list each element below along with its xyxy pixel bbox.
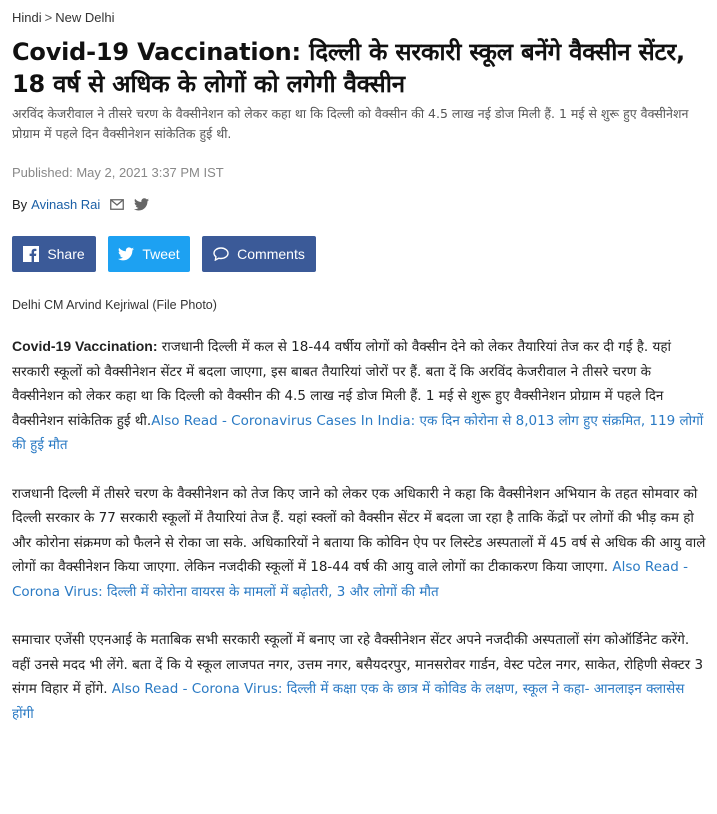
- share-bar: [12, 236, 706, 272]
- published-date: Published: May 2, 2021 3:37 PM IST: [12, 165, 224, 180]
- also-read-link-2[interactable]: Also Read - Corona Virus: दिल्ली में कोरोना वायरस के मामलों में बढ़ोतरी, 3 और लोगों की मौत: [12, 559, 688, 600]
- article-paragraph-3: [12, 628, 706, 726]
- paragraph-text: राजधानी दिल्ली में तीसरे चरण के वैक्सीनेशन को तेज किए जाने को लेकर एक अधिकारी ने कहा कि वैक्सीनेशन अभियान के तहत सोमवार को दिल्ली सरकार के 77 सरकारी स्कूलों में तैयारियां तेज हैं. यहां स्क्लों को वैक्सीन सेंटर में बदला जा रहा है ताकि केंद्रों पर लोगों की भीड़ कम हो और कोरोना संक्रमण को फैलने से रोका जा सके. अधिकारियों ने बताया कि कोविन ऐप पर लिस्टेड अस्पतालों में 45 वर्ष से अधिक की आयु वाले लोगों का वैक्सीनेशन किया जाएगा. लेकिन नजदीकी स्कूलों में 18-44 वर्ष की आयु वाले लोगों का टीकाकरण किया जाएगा.: [12, 485, 706, 575]
- paragraph-text: राजधानी दिल्ली में कल से 18-44 वर्षीय लोगों को वैक्सीन देने को लेकर तैयारियां तेज कर दी गई है. यहां सरकारी स्कूलों को वैक्सीनेशन सेंटर में बदला जाएगा, इस बाबत तैयारियां जोरों पर हैं. बता दें कि अरविंद केजरीवाल ने तीसरे चरण के वैक्सीनेशन को लेकर कहा था कि दिल्ली को वैक्सीन की 4.5 लाख नई डोज मिली हैं. 1 मई से शुरू हुए वैक्सीनेशन प्रोग्राम में पहले दिन वैक्सीनेशन सांकेतिक हुई थी.: [12, 339, 672, 429]
- paragraph-lead: Covid-19 Vaccination:: [12, 338, 158, 354]
- also-read-link-1[interactable]: Also Read - Coronavirus Cases In India: एक दिन कोरोना से 8,013 लोग हुए संक्रमित, 119 लोगों की हुई मौत: [12, 412, 704, 453]
- facebook-share-button[interactable]: [12, 236, 96, 272]
- byline-by-label: By: [12, 196, 28, 212]
- author-link[interactable]: Avinash Rai: [31, 196, 101, 212]
- twitter-icon[interactable]: [134, 198, 149, 211]
- facebook-icon: [23, 246, 39, 262]
- comments-button[interactable]: [202, 236, 316, 272]
- byline: [12, 194, 706, 214]
- comments-label: Comments: [237, 246, 305, 262]
- mail-icon[interactable]: [110, 199, 124, 210]
- article-headline: Covid-19 Vaccination: दिल्ली के सरकारी स्कूल बनेंगे वैक्सीन सेंटर, 18 वर्ष से अधिक के लोगों को लगेगी वैक्सीन: [12, 38, 685, 98]
- tweet-button[interactable]: [108, 236, 190, 272]
- breadcrumb-current-link[interactable]: New Delhi: [55, 10, 115, 25]
- article-body: [12, 334, 706, 726]
- breadcrumb-home-link[interactable]: Hindi: [12, 10, 42, 25]
- paragraph-text: समाचार एजेंसी एएनआई के मताबिक सभी सरकारी स्कूलों में बनाए जा रहे वैक्सीनेशन सेंटर अपने नजदीकी अस्पतालों संग कोऑर्डिनेट करेंगे. वहीं उनसे मदद भी लेंगे. बता दें कि ये स्कूल लाजपत नगर, उत्तम नगर, बसैयदरपुर, मानसरोवर गार्डन, वेस्ट पटेल नगर, साकेत, रोहिणी सेक्टर 3 संगम विहार में होंगे.: [12, 632, 704, 697]
- breadcrumb-separator: >: [44, 10, 53, 25]
- article-summary: अरविंद केजरीवाल ने तीसरे चरण के वैक्सीनेशन को लेकर कहा था कि दिल्ली को वैक्सीन की 4.5 लाख नई डोज मिली हैं. 1 मई से शुरू हुए वैक्सीनेशन प्रोग्राम में पहले दिन वैक्सीनेशन सांकेतिक हुई थी.: [12, 106, 689, 141]
- twitter-icon: [118, 247, 134, 261]
- tweet-label: Tweet: [142, 246, 180, 262]
- article-paragraph-1: [12, 334, 706, 458]
- also-read-link-3[interactable]: Also Read - Corona Virus: दिल्ली में कक्षा एक के छात्र में कोविड के लक्षण, स्कूल ने कहा- आनलाइन क्लासेस होंगी: [12, 681, 685, 722]
- article-paragraph-2: [12, 482, 706, 605]
- comment-icon: [213, 247, 229, 261]
- photo-caption: Delhi CM Arvind Kejriwal (File Photo): [12, 298, 217, 312]
- facebook-share-label: Share: [47, 246, 85, 262]
- breadcrumb: [12, 8, 706, 28]
